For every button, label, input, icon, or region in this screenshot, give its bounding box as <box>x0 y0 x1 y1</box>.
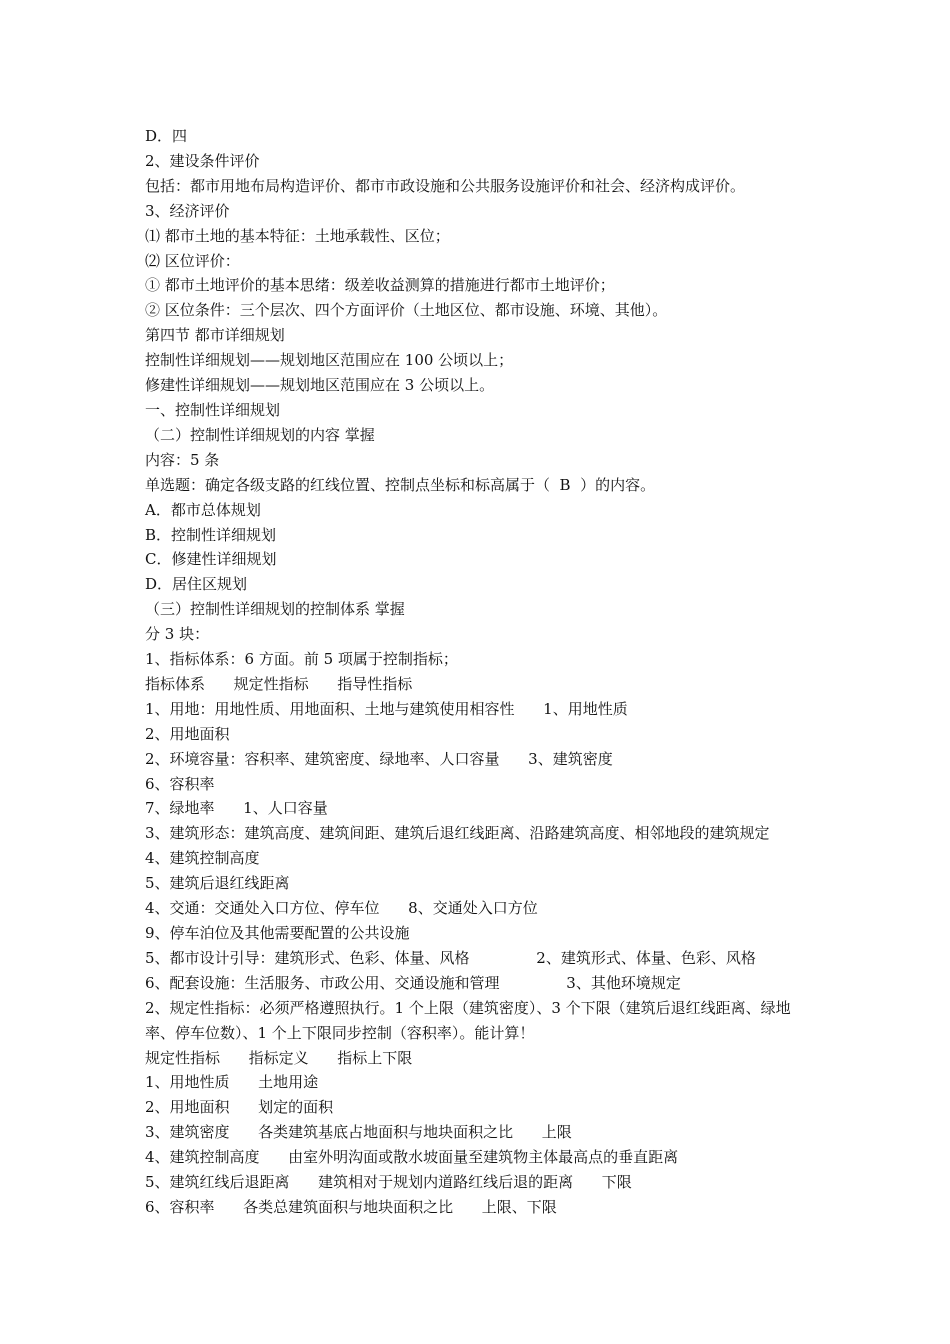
text-line: D．四 <box>145 127 188 145</box>
text-line: 6、配套设施：生活服务、市政公用、交通设施和管理 3、其他环境规定 <box>145 973 681 992</box>
text-line: 5、建筑红线后退距离 建筑相对于规划内道路红线后退的距离 下限 <box>145 1173 632 1192</box>
text-line: 6、容积率 <box>145 774 215 793</box>
text-line: 2、规定性指标：必须严格遵照执行。1 个上限（建筑密度）、3 个下限（建筑后退红线距离、绿地率、停车位数）、1 个上下限同步控制（容积率）。能计算！ <box>145 998 791 1042</box>
text-line: 包括：都市用地布局构造评价、都市市政设施和公共服务设施评价和社会、经济构成评价。 <box>145 176 746 195</box>
text-line: 1、用地：用地性质、用地面积、土地与建筑使用相容性 1、用地性质 <box>145 699 628 718</box>
text-line: 7、绿地率 1、人口容量 <box>145 799 328 818</box>
text-line: 2、用地面积 划定的面积 <box>145 1098 334 1117</box>
text-line: 2、建设条件评价 <box>145 151 260 170</box>
text-line: 6、容积率 各类总建筑面积与地块面积之比 上限、下限 <box>145 1197 557 1216</box>
text-line: 2、环境容量：容积率、建筑密度、绿地率、人口容量 3、建筑密度 <box>145 749 613 768</box>
text-line: 5、建筑后退红线距离 <box>145 874 290 893</box>
option-line: D．居住区规划 <box>145 575 248 594</box>
text-line: （二）控制性详细规划的内容 掌握 <box>145 425 375 444</box>
text-line: 修建性详细规划——规划地区范围应在 3 公顷以上。 <box>145 376 495 395</box>
option-line: C．修建性详细规划 <box>145 550 277 569</box>
text-line: ⑵ 区位评价： <box>145 251 240 270</box>
text-line: （三）控制性详细规划的控制体系 掌握 <box>145 600 405 619</box>
text-line: 控制性详细规划——规划地区范围应在 100 公顷以上； <box>145 351 514 370</box>
text-line: 4、建筑控制高度 由室外明沟面或散水坡面量至建筑物主体最高点的垂直距离 <box>145 1148 679 1167</box>
text-line: 指标体系 规定性指标 指导性指标 <box>145 674 413 693</box>
text-line: 1、用地性质 土地用途 <box>145 1073 319 1092</box>
text-line: 3、经济评价 <box>145 201 230 220</box>
text-line: 分 3 块： <box>145 625 210 644</box>
text-line: 3、建筑形态：建筑高度、建筑间距、建筑后退红线距离、沿路建筑高度、相邻地段的建筑规定 4、建筑控制高度 <box>145 824 799 868</box>
text-line: ② 区位条件：三个层次、四个方面评价（土地区位、都市设施、环境、其他）。 <box>145 301 668 320</box>
subsection-heading: 一、控制性详细规划 <box>145 400 281 419</box>
text-line: 5、都市设计引导：建筑形式、色彩、体量、风格 2、建筑形式、体量、色彩、风格 <box>145 948 756 967</box>
text-line: 1、指标体系：6 方面。前 5 项属于控制指标； <box>145 650 458 669</box>
question-line: 单选题：确定各级支路的红线位置、控制点坐标和标高属于（ B ）的内容。 <box>145 475 656 494</box>
text-line: ① 都市土地评价的基本思绪：级差收益测算的措施进行都市土地评价； <box>145 276 615 295</box>
text-line: 9、停车泊位及其他需要配置的公共设施 <box>145 924 410 942</box>
text-line: 规定性指标 指标定义 指标上下限 <box>145 1048 413 1067</box>
text-line: 2、用地面积 <box>145 724 230 743</box>
option-line: B．控制性详细规划 <box>145 525 277 544</box>
option-line: A．都市总体规划 <box>145 500 261 519</box>
text-line: ⑴ 都市土地的基本特征：土地承载性、区位； <box>145 226 450 245</box>
text-line: 内容：5 条 <box>145 450 220 469</box>
text-line: 4、交通：交通处入口方位、停车位 8、交通处入口方位 <box>145 899 538 918</box>
text-line: 3、建筑密度 各类建筑基底占地面积与地块面积之比 上限 <box>145 1123 572 1142</box>
section-heading: 第四节 都市详细规划 <box>145 326 285 345</box>
document-body <box>145 124 810 1220</box>
